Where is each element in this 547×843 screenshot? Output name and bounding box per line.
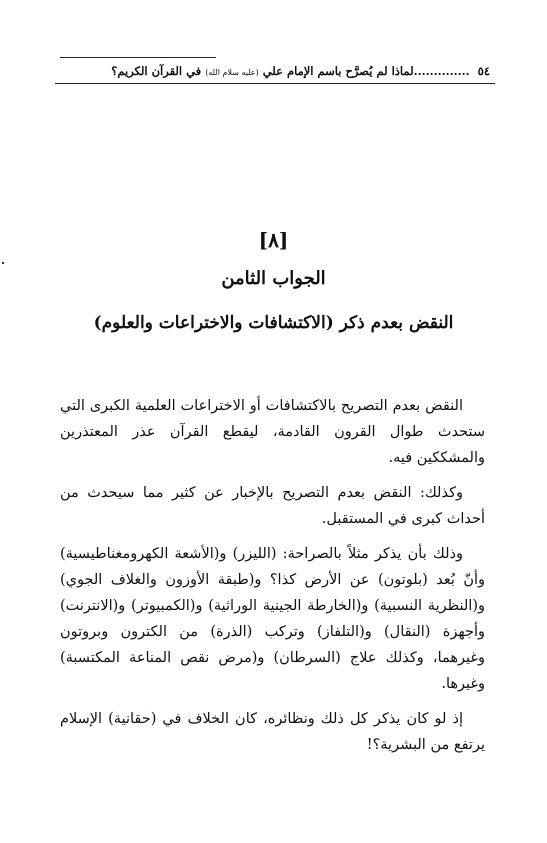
header-title [111,63,469,81]
body-text [60,393,485,767]
header-divider [55,83,495,84]
header-title-main: ..............لماذا لم يُصرَّح باسم الإمام علي [262,64,470,78]
paragraph: وكذلك: النقض بعدم التصريح بالإخبار عن كثير مما سيحدث من أحداث كبرى في المستقبل. [60,485,485,527]
header-honorific: (عليه سلام الله) [205,68,259,77]
header-top-rule [60,57,216,58]
section-title: الجواب الثامن [221,268,326,289]
margin-mark [2,262,4,264]
header-title-end: في القرآن الكريم؟ [111,64,202,78]
running-header [60,63,490,81]
chapter-number: [٨] [258,228,289,252]
page-number: ٥٤ [477,64,490,78]
paragraph: وذلك بأن يذكر مثلاً بالصراحة: (الليزر) و(الأشعة الكهرومغناطيسية) وأنّ بُعد (بلوتون) عن الأرض كذا؟ و(طبقة الأوزون والغلاف الجوي) و(النظرية النسبية) و(الخارطة الجينية الوراثية) و(الكمبيوتر) و(الانترنت) وأجهزة (النقال) و(التلفاز) وتركب (الذرة) من الكترون وبروتون وغيرهما، وكذلك علاج (السرطان) و(مرض نقص المناعة المكتسبة) وغيرها. [60,546,485,692]
section-subtitle: النقض بعدم ذكر (الاكتشافات والاختراعات والعلوم) [93,313,454,333]
paragraph: النقض بعدم التصريح بالاكتشافات أو الاختراعات العلمية الكبرى التي ستحدث طوال القرون القادمة، ليقطع القرآن عذر المعتذرين والمشككين فيه. [60,398,485,466]
paragraph: إذ لو كان يذكر كل ذلك ونظائره، كان الخلاف في (حقانية) الإسلام يرتفع من البشرية؟! [60,711,485,753]
